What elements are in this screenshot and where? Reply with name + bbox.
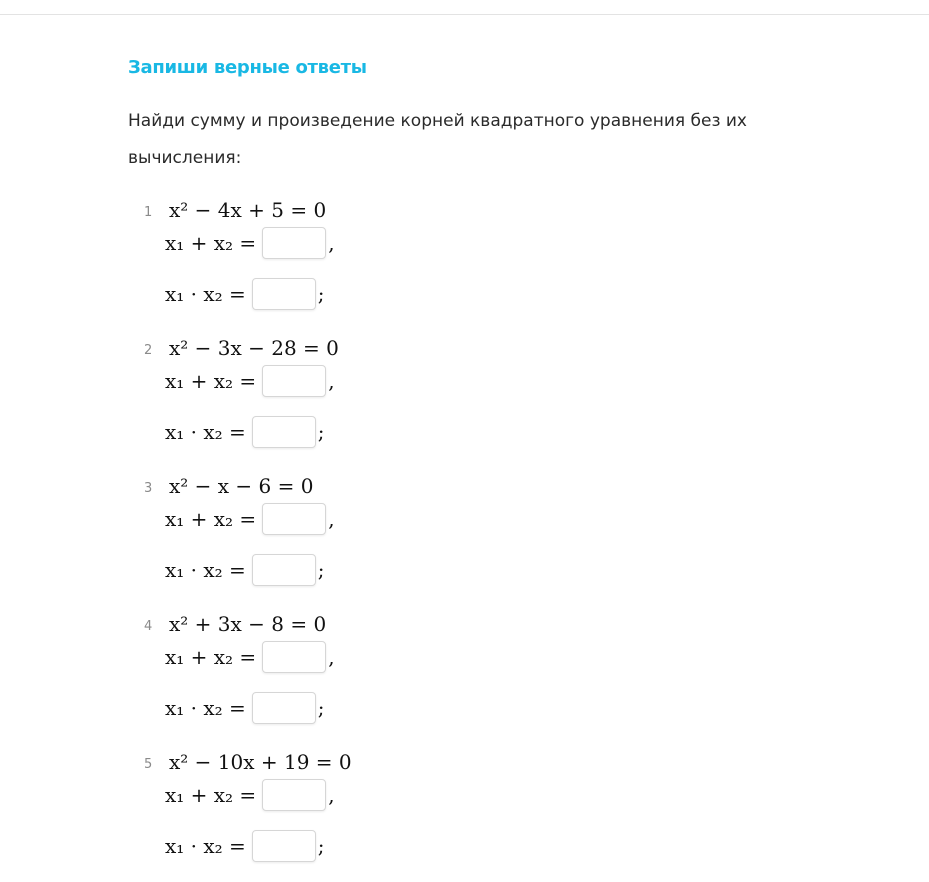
- product-row: [165, 829, 325, 863]
- sum-input[interactable]: [262, 779, 326, 811]
- sum-label: x₁ + x₂ =: [165, 783, 257, 807]
- problem-equation: x² − x − 6 = 0: [169, 474, 314, 498]
- problem-equation: x² − 10x + 19 = 0: [169, 750, 352, 774]
- sum-label: x₁ + x₂ =: [165, 645, 257, 669]
- product-punct: ;: [317, 282, 325, 306]
- sum-punct: ,: [328, 783, 335, 807]
- problem-item: [0, 330, 929, 468]
- sum-punct: ,: [328, 645, 335, 669]
- product-row: [165, 553, 325, 587]
- sum-input[interactable]: [262, 641, 326, 673]
- sum-punct: ,: [328, 507, 335, 531]
- product-punct: ;: [317, 558, 325, 582]
- problem-equation: x² − 4x + 5 = 0: [169, 198, 327, 222]
- sum-input[interactable]: [262, 365, 326, 397]
- problem-item: [0, 744, 929, 882]
- task-title: Запиши верные ответы: [128, 57, 367, 78]
- sum-label: x₁ + x₂ =: [165, 507, 257, 531]
- problem-equation: x² + 3x − 8 = 0: [169, 612, 327, 636]
- sum-input[interactable]: [262, 503, 326, 535]
- sum-label: x₁ + x₂ =: [165, 369, 257, 393]
- product-label: x₁ · x₂ =: [165, 282, 246, 306]
- product-punct: ;: [317, 834, 325, 858]
- sum-row: [165, 640, 335, 674]
- product-punct: ;: [317, 420, 325, 444]
- sum-row: [165, 502, 335, 536]
- sum-row: [165, 226, 335, 260]
- product-label: x₁ · x₂ =: [165, 834, 246, 858]
- product-row: [165, 277, 325, 311]
- problem-equation: x² − 3x − 28 = 0: [169, 336, 339, 360]
- top-divider: [0, 14, 929, 15]
- sum-punct: ,: [328, 231, 335, 255]
- problem-number: 3: [144, 481, 153, 496]
- problem-item: [0, 606, 929, 744]
- product-input[interactable]: [252, 416, 316, 448]
- product-input[interactable]: [252, 278, 316, 310]
- sum-punct: ,: [328, 369, 335, 393]
- problem-item: [0, 468, 929, 606]
- sum-row: [165, 364, 335, 398]
- problem-item: [0, 192, 929, 330]
- problem-number: 2: [144, 343, 153, 358]
- task-instruction: Найди сумму и произведение корней квадратного уравнения без их вычисления:: [128, 111, 747, 168]
- product-input[interactable]: [252, 554, 316, 586]
- product-punct: ;: [317, 696, 325, 720]
- product-label: x₁ · x₂ =: [165, 420, 246, 444]
- product-label: x₁ · x₂ =: [165, 558, 246, 582]
- product-input[interactable]: [252, 692, 316, 724]
- problem-number: 1: [144, 205, 153, 220]
- product-row: [165, 691, 325, 725]
- sum-label: x₁ + x₂ =: [165, 231, 257, 255]
- product-label: x₁ · x₂ =: [165, 696, 246, 720]
- problem-number: 5: [144, 757, 153, 772]
- sum-row: [165, 778, 335, 812]
- problem-number: 4: [144, 619, 153, 634]
- product-input[interactable]: [252, 830, 316, 862]
- product-row: [165, 415, 325, 449]
- sum-input[interactable]: [262, 227, 326, 259]
